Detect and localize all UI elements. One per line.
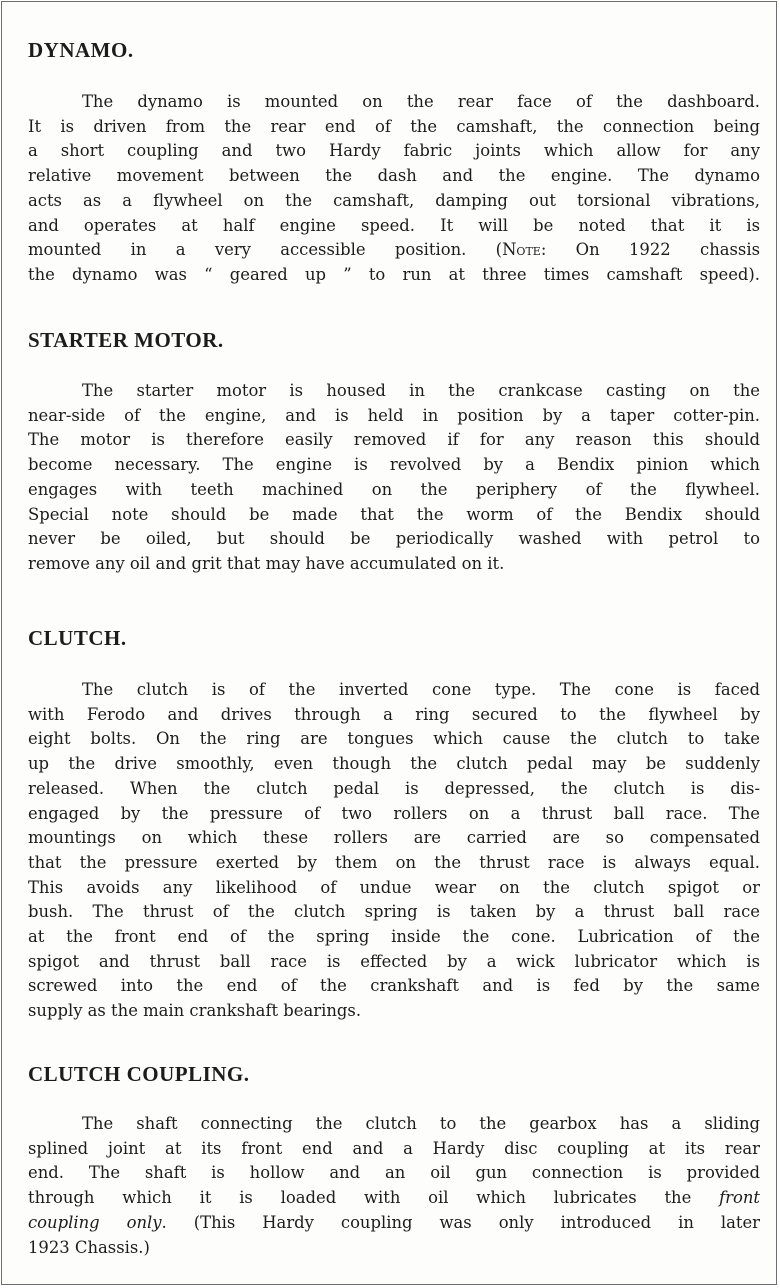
text-fragment: . (This Hardy coupling was only introduced in later: [161, 1212, 760, 1232]
text-line: It is driven from the rear end of the camshaft, the connection being: [28, 116, 760, 136]
text-line: [28, 1186, 760, 1211]
text-fragment: : On 1922 chassis: [540, 240, 760, 260]
text-line: [28, 238, 760, 263]
text-line: released. When the clutch pedal is depressed, the clutch is dis-: [28, 778, 760, 798]
text-line: screwed into the end of the crankshaft and is fed by the same: [28, 976, 760, 996]
text-line: The starter motor is housed in the crankcase casting on the: [82, 381, 760, 400]
text-line: mountings on which these rollers are carried are so compensated: [28, 828, 760, 848]
text-line: that the pressure exerted by them on the thrust race is always equal.: [28, 852, 760, 872]
text-line: The clutch is of the inverted cone type. The cone is faced: [82, 680, 760, 699]
section-title-starter-motor: STARTER MOTOR.: [28, 328, 224, 352]
text-fragment: through which it is loaded with oil which lubricates the: [28, 1188, 720, 1208]
text-line: 1923 Chassis.): [28, 1237, 150, 1257]
text-line: end. The shaft is hollow and an oil gun connection is provided: [28, 1163, 760, 1183]
text-line: at the front end of the spring inside the cone. Lubrication of the: [28, 927, 760, 947]
text-fragment: mounted in a very accessible position. (: [28, 240, 503, 260]
emphasis-text: front: [719, 1188, 760, 1208]
text-line: The shaft connecting the clutch to the gearbox has a sliding: [82, 1114, 760, 1133]
text-line: engaged by the pressure of two rollers on a thrust ball race. The: [28, 803, 760, 823]
text-line: This avoids any likelihood of undue wear on the clutch spigot or: [28, 877, 760, 897]
section-starter-motor: [28, 326, 760, 577]
section-title-dynamo: DYNAMO.: [28, 38, 134, 62]
text-line: remove any oil and grit that may have accumulated on it.: [28, 553, 505, 573]
paragraph-clutch-coupling: [28, 1112, 760, 1260]
text-line: bush. The thrust of the clutch spring is taken by a thrust ball race: [28, 902, 760, 922]
text-line: eight bolts. On the ring are tongues which cause the clutch to take: [28, 729, 760, 749]
section-dynamo: [28, 36, 760, 288]
text-line: engages with teeth machined on the periphery of the flywheel.: [28, 479, 760, 499]
text-line: with Ferodo and drives through a ring secured to the flywheel by: [28, 704, 760, 724]
document-page: [1, 1, 777, 1285]
note-label: Note: [502, 240, 541, 260]
text-line: splined joint at its front end and a Hardy disc coupling at its rear: [28, 1138, 760, 1158]
paragraph-dynamo: [28, 90, 760, 288]
section-clutch-coupling: [28, 1060, 760, 1260]
text-line: up the drive smoothly, even though the clutch pedal may be suddenly: [28, 754, 760, 774]
text-line: the dynamo was “ geared up ” to run at three times camshaft speed).: [28, 264, 760, 284]
text-line: The dynamo is mounted on the rear face of the dashboard.: [82, 92, 760, 111]
paragraph-starter-motor: [28, 379, 760, 577]
text-line: become necessary. The engine is revolved by a Bendix pinion which: [28, 455, 760, 475]
text-line: [28, 1211, 760, 1236]
paragraph-clutch: [28, 678, 760, 1024]
section-clutch: [28, 624, 760, 1024]
text-line: supply as the main crankshaft bearings.: [28, 1001, 362, 1021]
text-line: a short coupling and two Hardy fabric joints which allow for any: [28, 141, 760, 161]
section-title-clutch: CLUTCH.: [28, 626, 127, 650]
text-line: never be oiled, but should be periodically washed with petrol to: [28, 529, 760, 549]
text-line: spigot and thrust ball race is effected by a wick lubricator which is: [28, 951, 760, 971]
emphasis-text: coupling only: [28, 1212, 162, 1232]
text-line: acts as a flywheel on the camshaft, damping out torsional vibrations,: [28, 190, 760, 210]
section-title-clutch-coupling: CLUTCH COUPLING.: [28, 1062, 250, 1086]
text-line: relative movement between the dash and the engine. The dynamo: [28, 166, 760, 186]
text-line: and operates at half engine speed. It will be noted that it is: [28, 215, 760, 235]
text-line: near-side of the engine, and is held in position by a taper cotter-pin.: [28, 405, 760, 425]
text-line: Special note should be made that the worm of the Bendix should: [28, 504, 760, 524]
text-line: The motor is therefore easily removed if for any reason this should: [28, 430, 760, 450]
